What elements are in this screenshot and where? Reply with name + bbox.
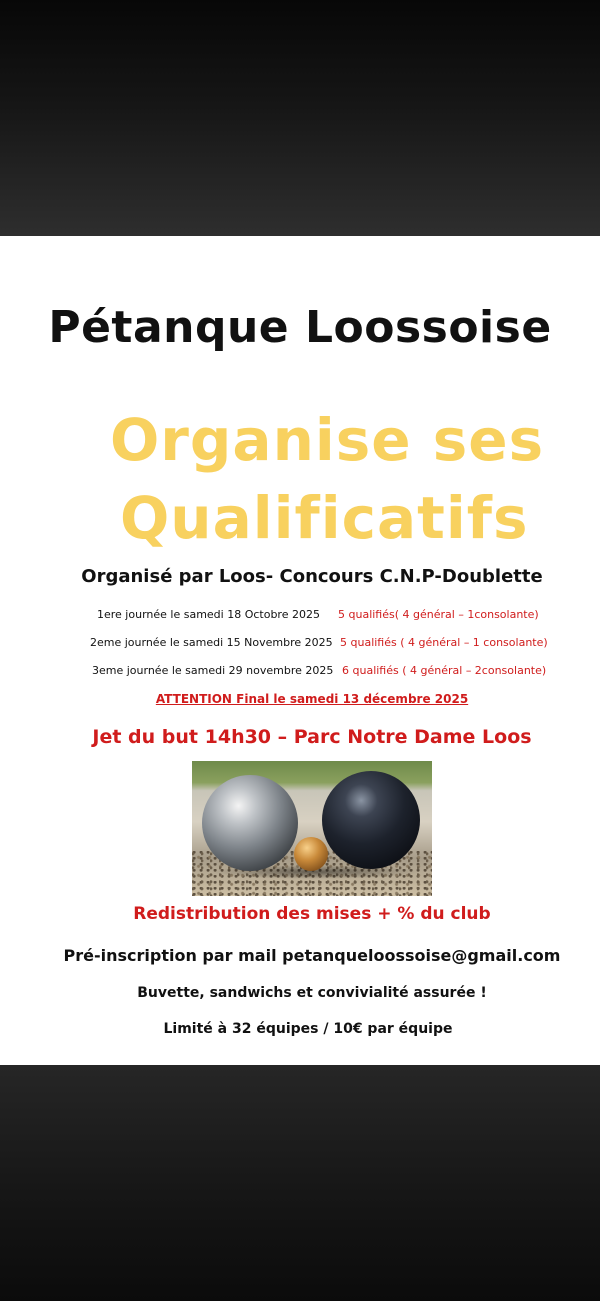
day-2-date: 2eme journée le samedi 15 Novembre 2025: [90, 636, 333, 649]
attention-final-date: ATTENTION Final le samedi 13 décembre 2025: [155, 692, 469, 706]
black-boule: [322, 771, 420, 869]
petanque-balls-photo: [192, 761, 432, 896]
day-2-qualified: 5 qualifiés ( 4 général – 1 consolante): [340, 636, 548, 649]
day-3-qualified: 6 qualifiés ( 4 général – 2consolante): [342, 664, 547, 677]
buvette-text: Buvette, sandwichs et convivialité assurée !: [137, 985, 487, 1001]
headline-line-2: Qualificatifs: [120, 484, 529, 552]
subtitle: Organisé par Loos- Concours C.N.P-Doublette: [81, 566, 543, 587]
redistribution-text: Redistribution des mises + % du club: [133, 904, 491, 924]
day-1-qualified: 5 qualifiés( 4 général – 1consolante): [338, 608, 539, 621]
team-limit-price: Limité à 32 équipes / 10€ par équipe: [163, 1021, 453, 1037]
event-poster: [0, 236, 600, 1065]
headline-line-1: Organise ses: [110, 406, 545, 474]
preinscription-text: Pré-inscription par mail petanqueloossoise@gmail.com: [63, 946, 561, 965]
club-title: Pétanque Loossoise: [48, 302, 552, 353]
day-3-date: 3eme journée le samedi 29 novembre 2025: [92, 664, 334, 677]
bottom-dark-band: [0, 1065, 600, 1301]
jet-du-but-location: Jet du but 14h30 – Parc Notre Dame Loos: [92, 726, 532, 748]
top-dark-band: [0, 0, 600, 236]
steel-boule: [202, 775, 298, 871]
jack-cochonnet: [294, 837, 328, 871]
day-1-date: 1ere journée le samedi 18 Octobre 2025: [97, 608, 320, 621]
